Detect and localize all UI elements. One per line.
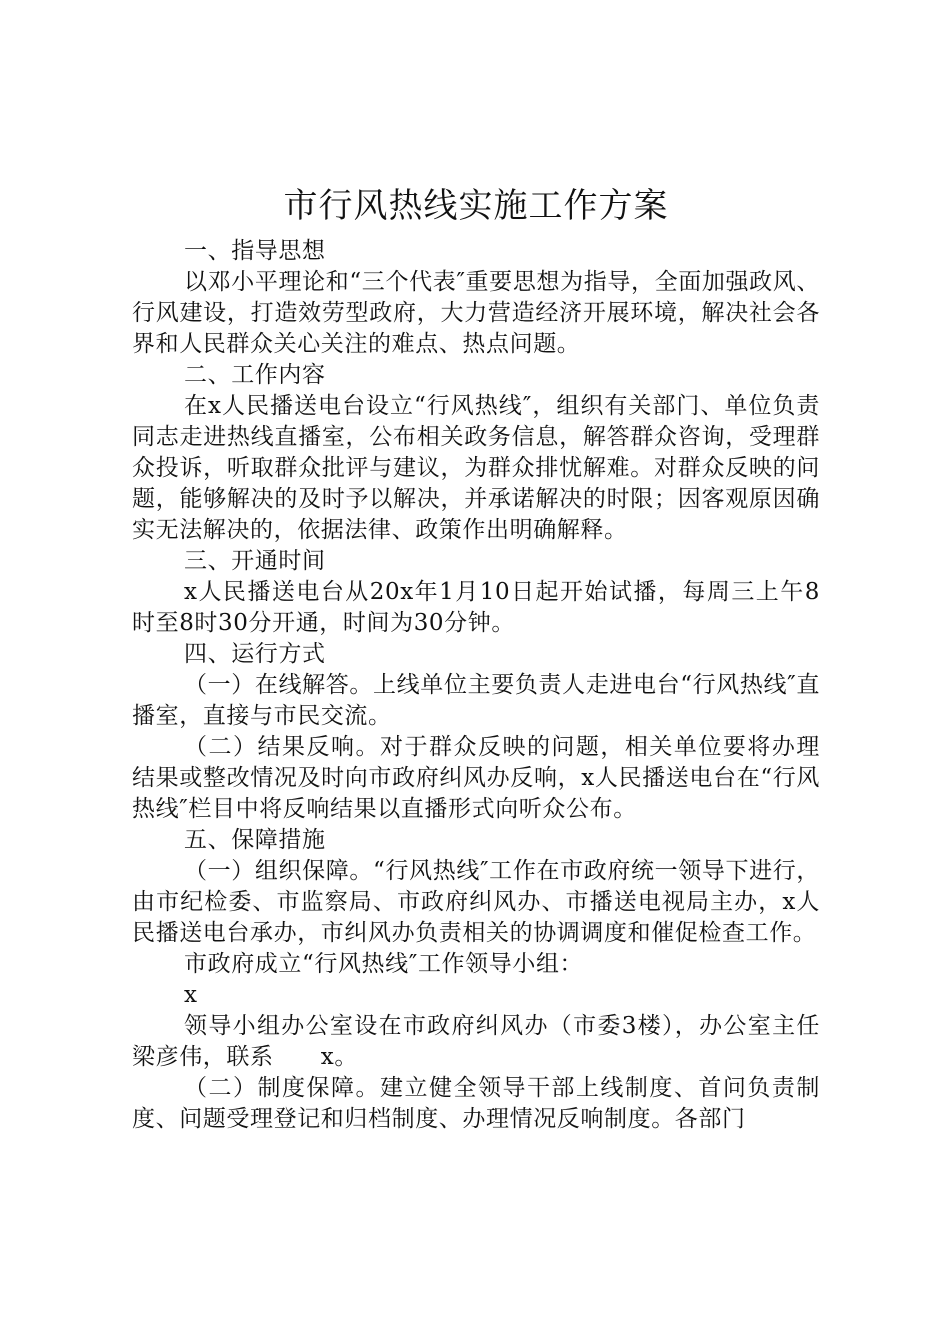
paragraph-institutional-safeguard: （二）制度保障。建立健全领导干部上线制度、首问负责制度、问题受理登记和归档制度、办理情况反响制度。各部门	[132, 1075, 820, 1132]
paragraph-guiding-ideology: 以邓小平理论和“三个代表″重要思想为指导，全面加强政风、行风建设，打造效劳型政府，大力营造经济开展环境，解决社会各界和人民群众关心关注的难点、热点问题。	[132, 269, 820, 357]
document-title: 市行风热线实施工作方案	[283, 186, 669, 226]
paragraph-result-feedback: （二）结果反响。对于群众反映的问题，相关单位要将办理结果或整改情况及时向市政府纠风办反响，x人民播送电台在“行风热线″栏目中将反响结果以直播形式向听众公布。	[132, 734, 820, 822]
paragraph-organizational-safeguard: （一）组织保障。“行风热线″工作在市政府统一领导下进行，由市纪检委、市监察局、市政府纠风办、市播送电视局主办，x人民播送电台承办，市纠风办负责相关的协调调度和催促检查工作。	[132, 858, 820, 946]
section-heading-opening-time: 三、开通时间	[184, 548, 326, 574]
paragraph-leading-group: 市政府成立“行风热线″工作领导小组：	[184, 951, 584, 977]
paragraph-opening-time: x人民播送电台从20x年1月10日起开始试播，每周三上午8时至8时30分开通，时间为30分钟。	[132, 579, 820, 636]
section-heading-safeguards: 五、保障措施	[184, 827, 326, 853]
section-heading-work-content: 二、工作内容	[184, 362, 326, 388]
section-heading-operation-mode: 四、运行方式	[184, 641, 326, 667]
paragraph-online-answer: （一）在线解答。上线单位主要负责人走进电台“行风热线″直播室，直接与市民交流。	[132, 672, 820, 729]
paragraph-office-info: 领导小组办公室设在市政府纠风办（市委3楼），办公室主任梁彦伟，联系 x。	[132, 1013, 820, 1070]
paragraph-leading-group-members: x	[184, 982, 198, 1008]
section-heading-guiding-ideology: 一、指导思想	[184, 238, 326, 264]
document-page	[132, 180, 820, 1135]
paragraph-work-content: 在x人民播送电台设立“行风热线″，组织有关部门、单位负责同志走进热线直播室，公布相关政务信息，解答群众咨询，受理群众投诉，听取群众批评与建议，为群众排忧解难。对群众反映的问题，能够解决的及时予以解决，并承诺解决的时限；因客观原因确实无法解决的，依据法律、政策作出明确解释。	[132, 393, 820, 543]
